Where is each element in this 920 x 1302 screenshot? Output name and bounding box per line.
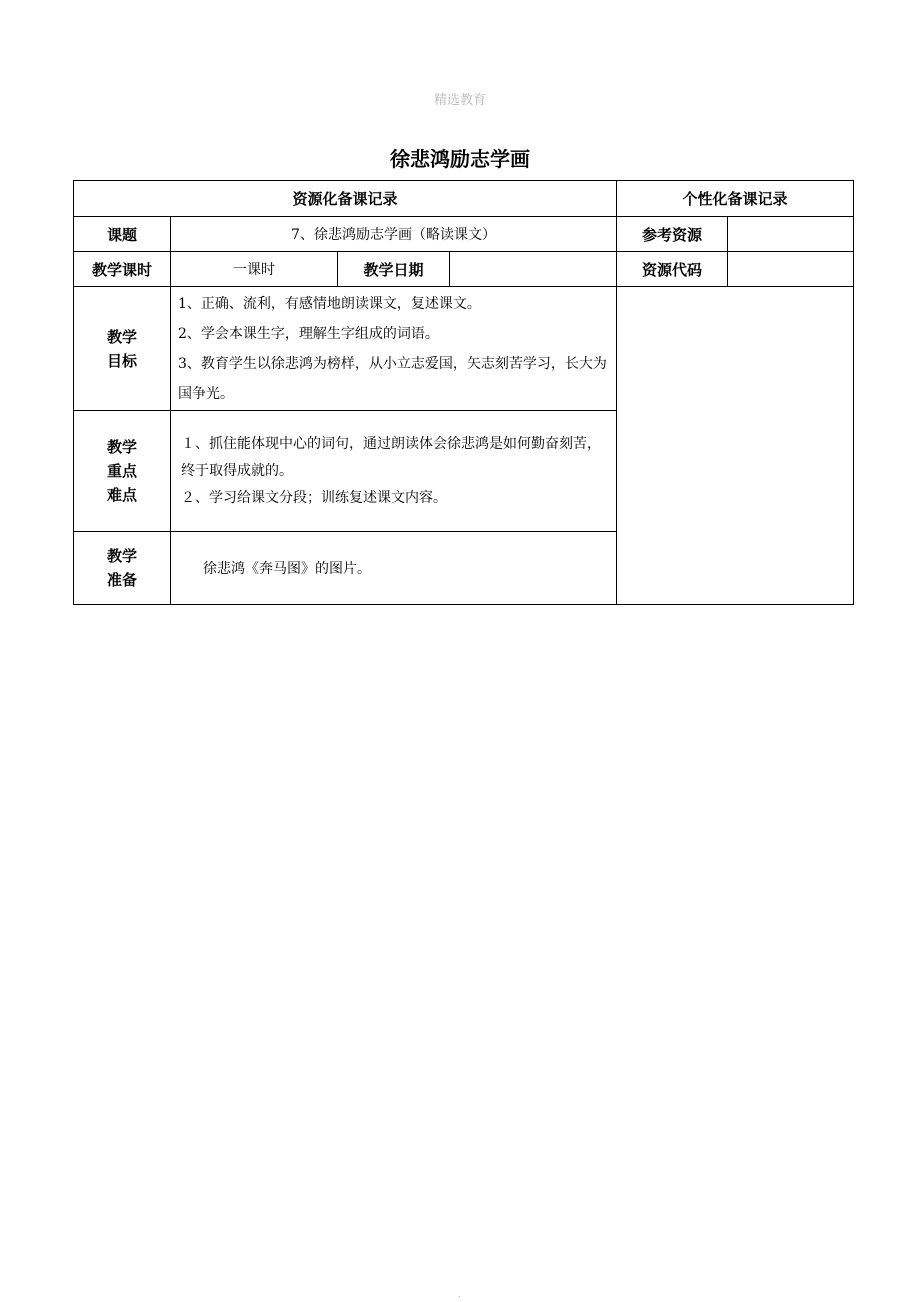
page-title: 徐悲鸿励志学画 <box>390 147 530 171</box>
goal-item: 1、正确、流利，有感情地朗读课文，复述课文。 <box>178 295 481 312</box>
goal-item: 2、学会本课生字，理解生字组成的词语。 <box>178 325 439 342</box>
watermark: 精选教育 <box>433 93 486 108</box>
personal-notes-area <box>617 287 854 605</box>
header-personal-record: 个性化备课记录 <box>617 181 854 217</box>
code-label: 资源代码 <box>617 252 728 287</box>
period-value: 一课时 <box>171 252 338 287</box>
reference-value <box>728 217 854 252</box>
keypoint-item: ２、学习给课文分段；训练复述课文内容。 <box>181 489 447 506</box>
date-label: 教学日期 <box>338 252 450 287</box>
period-label: 教学课时 <box>74 252 171 287</box>
code-value <box>728 252 854 287</box>
keypoint-item: １、抓住能体现中心的词句，通过朗读体会徐悲鸿是如何勤奋刻苦，终于取得成就的。 <box>181 435 601 479</box>
date-value <box>450 252 617 287</box>
prep-content: 徐悲鸿《奔马图》的图片。 <box>171 532 617 605</box>
footer-mark: . <box>458 1290 461 1299</box>
goals-content <box>171 287 617 411</box>
reference-label: 参考资源 <box>617 217 728 252</box>
keypoints-content <box>171 411 617 532</box>
goals-row <box>74 287 854 411</box>
header-resource-record: 资源化备课记录 <box>74 181 617 217</box>
topic-label: 课题 <box>74 217 171 252</box>
lesson-plan-table <box>73 180 854 605</box>
period-row <box>74 252 854 287</box>
keypoints-label: 教学 重点 难点 <box>74 411 171 532</box>
goals-label: 教学 目标 <box>74 287 171 411</box>
table-header-row <box>74 181 854 217</box>
topic-row <box>74 217 854 252</box>
goal-item: 3、教育学生以徐悲鸿为榜样，从小立志爱国，矢志刻苦学习，长大为国争光。 <box>178 355 607 402</box>
topic-value: 7、徐悲鸿励志学画（略读课文） <box>171 217 617 252</box>
prep-label: 教学 准备 <box>74 532 171 605</box>
